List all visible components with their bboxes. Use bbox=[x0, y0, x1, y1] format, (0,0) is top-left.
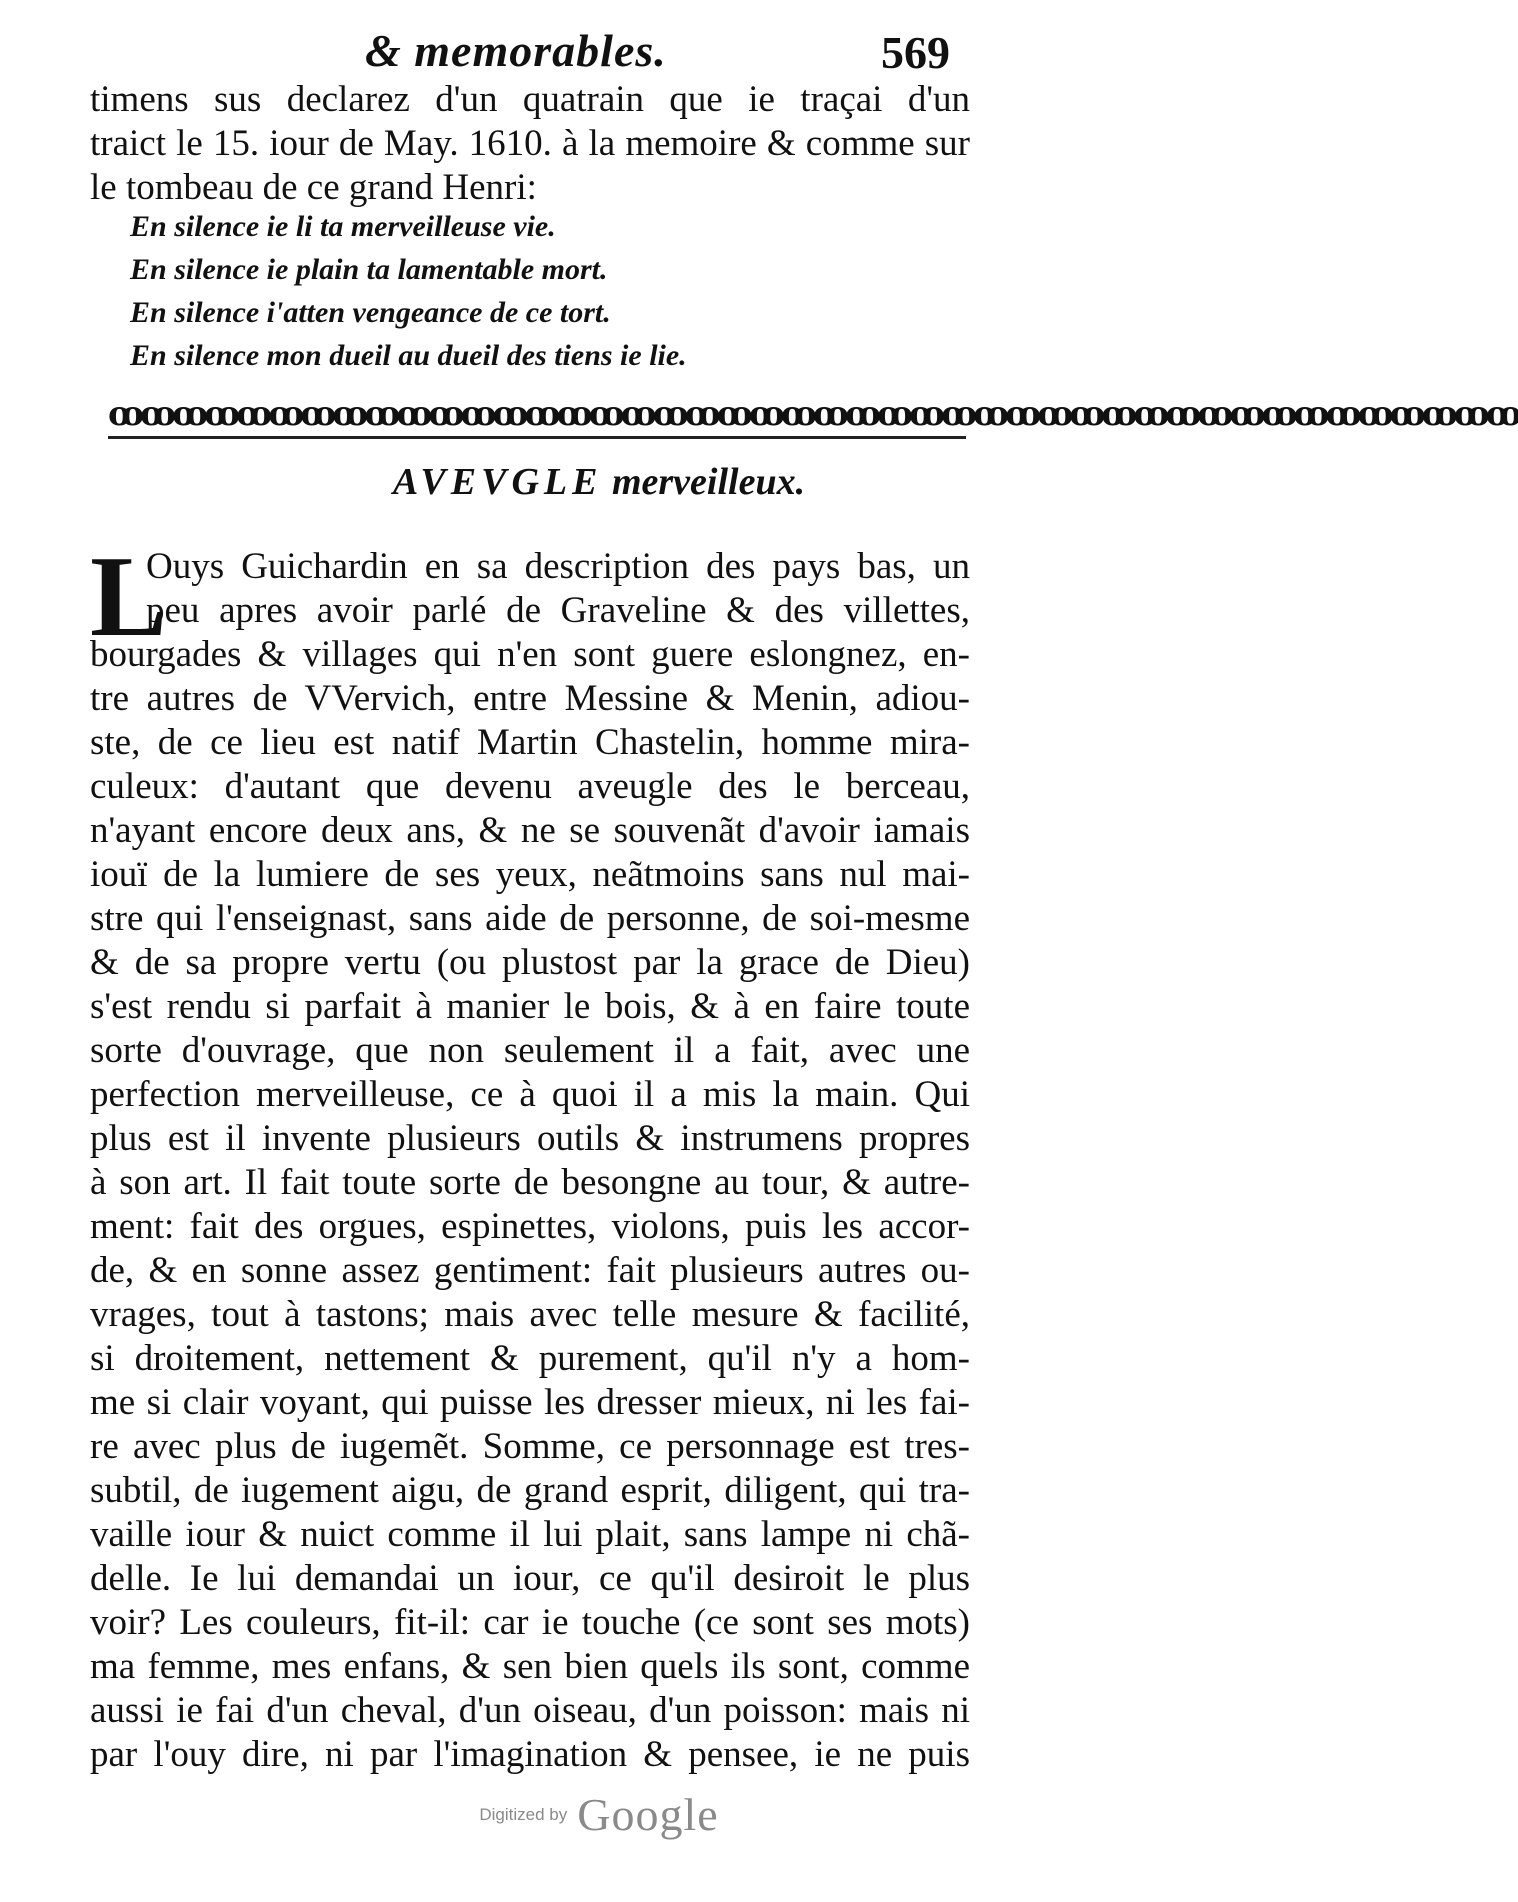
paragraph-line: tre autres de VVervich, entre Messine & Menin, adiou- bbox=[90, 678, 970, 719]
paragraph-line: plus est il invente plusieurs outils & instrumens propres bbox=[90, 1118, 970, 1159]
drop-cap: L bbox=[90, 533, 168, 661]
paragraph-line: delle. Ie lui demandai un iour, ce qu'il desiroit le plus bbox=[90, 1558, 970, 1599]
intro-line: traict le 15. iour de May. 1610. à la memoire & comme sur bbox=[90, 123, 970, 164]
paragraph-line: re avec plus de iugemẽt. Somme, ce personnage est tres- bbox=[90, 1426, 970, 1467]
paragraph-line: perfection merveilleuse, ce à quoi il a mis la main. Qui bbox=[90, 1074, 970, 1115]
paragraph-line: Ouys Guichardin en sa description des pays bas, un bbox=[146, 546, 970, 587]
paragraph-line: ma femme, mes enfans, & sen bien quels ils sont, comme bbox=[90, 1646, 970, 1687]
paragraph-line: vrages, tout à tastons; mais avec telle mesure & facilité, bbox=[90, 1294, 970, 1335]
paragraph-line: s'est rendu si parfait à manier le bois, & à en faire toute bbox=[90, 986, 970, 1027]
paragraph-line: de, & en sonne assez gentiment: fait plusieurs autres ou- bbox=[90, 1250, 970, 1291]
section-title-part1: AVEVGLE bbox=[392, 461, 603, 503]
digitized-by-label: Digitized by bbox=[479, 1804, 568, 1824]
quatrain bbox=[130, 205, 830, 377]
paragraph-line: subtil, de iugement aigu, de grand esprit, diligent, qui tra- bbox=[90, 1470, 970, 1511]
intro-line: le tombeau de ce grand Henri: bbox=[90, 167, 537, 208]
paragraph-line: aussi ie fai d'un cheval, d'un oiseau, d'un poisson: mais ni bbox=[90, 1690, 970, 1731]
paragraph-line: stre qui l'enseignast, sans aide de personne, de soi-mesme bbox=[90, 898, 970, 939]
running-head: & memorables. bbox=[365, 25, 667, 76]
digitization-watermark bbox=[0, 1788, 1198, 1841]
section-title-part2: merveilleux. bbox=[611, 461, 806, 503]
page-header bbox=[90, 24, 990, 84]
section-title bbox=[0, 460, 1198, 504]
ornamental-border: ꝏꝏꝏꝏꝏꝏꝏꝏꝏꝏꝏꝏꝏꝏꝏꝏꝏꝏꝏꝏꝏꝏꝏꝏꝏꝏꝏꝏꝏꝏꝏꝏꝏꝏꝏꝏꝏꝏꝏꝏꝏꝏꝏꝏ bbox=[108, 396, 1518, 433]
paragraph-line: vaille iour & nuict comme il lui plait, sans lampe ni chã- bbox=[90, 1514, 970, 1555]
paragraph-line: par l'ouy dire, ni par l'imagination & pensee, ie ne puis bbox=[90, 1734, 970, 1775]
ornament-rule bbox=[108, 436, 966, 439]
intro-text bbox=[90, 78, 970, 210]
paragraph-line: ment: fait des orgues, espinettes, violons, puis les accor- bbox=[90, 1206, 970, 1247]
paragraph-line: & de sa propre vertu (ou plustost par la grace de Dieu) bbox=[90, 942, 970, 983]
paragraph-line: peu apres avoir parlé de Graveline & des villettes, bbox=[146, 590, 970, 631]
paragraph-line: ste, de ce lieu est natif Martin Chastelin, homme mira- bbox=[90, 722, 970, 763]
paragraph-line: sorte d'ouvrage, que non seulement il a fait, avec une bbox=[90, 1030, 970, 1071]
verse-line: En silence ie plain ta lamentable mort. bbox=[130, 253, 608, 286]
paragraph-line: bourgades & villages qui n'en sont guere eslongnez, en- bbox=[90, 634, 970, 675]
verse-line: En silence i'atten vengeance de ce tort. bbox=[130, 296, 611, 329]
page-number: 569 bbox=[881, 27, 950, 78]
verse-line: En silence mon dueil au dueil des tiens ie lie. bbox=[130, 339, 687, 372]
paragraph-line: me si clair voyant, qui puisse les dresser mieux, ni les fai- bbox=[90, 1382, 970, 1423]
verse-line: En silence ie li ta merveilleuse vie. bbox=[130, 210, 556, 243]
paragraph-line: culeux: d'autant que devenu aveugle des le berceau, bbox=[90, 766, 970, 807]
google-logo: Google bbox=[577, 1789, 719, 1840]
intro-line: timens sus declarez d'un quatrain que ie traçai d'un bbox=[90, 79, 970, 120]
main-paragraph bbox=[90, 533, 970, 1777]
paragraph-line: à son art. Il fait toute sorte de besongne au tour, & autre- bbox=[90, 1162, 970, 1203]
paragraph-line: n'ayant encore deux ans, & ne se souvenãt d'avoir iamais bbox=[90, 810, 970, 851]
paragraph-line: voir? Les couleurs, fit-il: car ie touche (ce sont ses mots) bbox=[90, 1602, 970, 1643]
paragraph-line: si droitement, nettement & purement, qu'il n'y a hom- bbox=[90, 1338, 970, 1379]
paragraph-line: iouï de la lumiere de ses yeux, neãtmoins sans nul mai- bbox=[90, 854, 970, 895]
